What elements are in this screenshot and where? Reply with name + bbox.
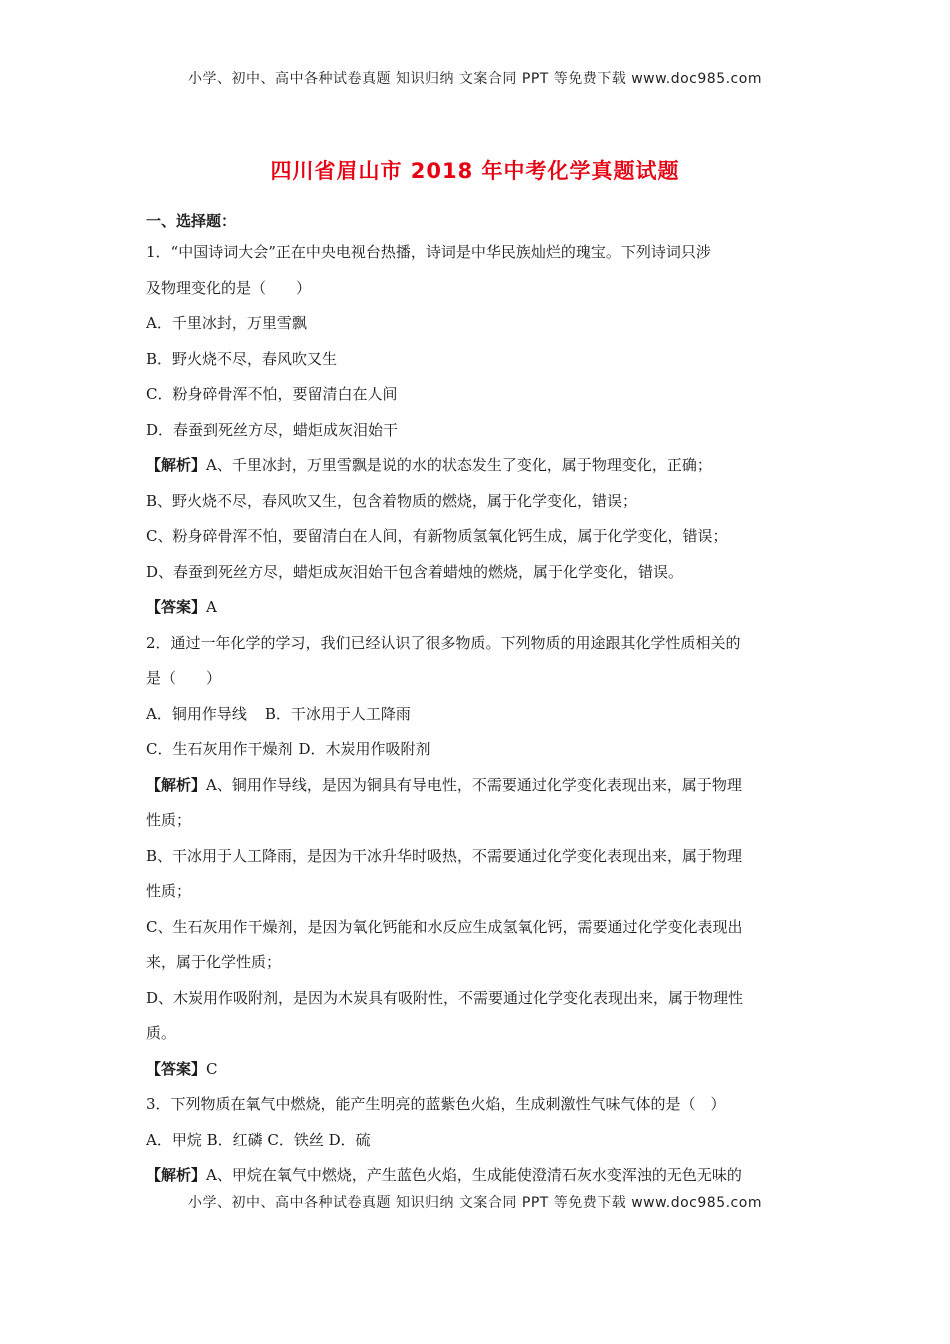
question-2-options-row-1 [146, 697, 808, 733]
question-2-analysis-line-7: D、木炭用作吸附剂，是因为木炭具有吸附性，不需要通过化学变化表现出来，属于物理性 [146, 988, 744, 1007]
question-1-analysis-line-3: C、粉身碎骨浑不怕，要留清白在人间，有新物质氢氧化钙生成，属于化学变化，错误； [146, 527, 728, 545]
question-1-analysis-line-1 [146, 448, 808, 484]
analysis-text: A、甲烷在氧气中燃烧，产生蓝色火焰，生成能使澄清石灰水变浑浊的无色无味的 [206, 1166, 742, 1184]
question-1-answer [146, 590, 808, 626]
question-2-option-c: C．生石灰用作干燥剂 [146, 740, 293, 758]
question-2-analysis-line-4: 性质； [146, 882, 192, 900]
answer-label: 【答案】 [146, 598, 207, 616]
question-1-stem-line-2: 及物理变化的是（ ） [146, 278, 312, 297]
question-3-stem-line-1: 3．下列物质在氧气中燃烧，能产生明亮的蓝紫色火焰，生成刺激性气味气体的是（ ） [146, 1095, 726, 1113]
question-3-analysis-line-1 [146, 1158, 808, 1194]
question-2-option-b: B．干冰用于人工降雨 [264, 704, 411, 723]
question-2-analysis-line-5: C、生石灰用作干燥剂，是因为氧化钙能和水反应生成氢氧化钙，需要通过化学变化表现出 [146, 917, 743, 936]
answer-label: 【答案】 [146, 1059, 207, 1078]
answer-value: C [206, 1059, 218, 1078]
analysis-label: 【解析】 [146, 1166, 207, 1184]
question-1-option-d: D．春蚕到死丝方尽，蜡炬成灰泪始干 [146, 420, 399, 439]
question-1-stem-line-1: 1．“中国诗词大会”正在中央电视台热播，诗词是中华民族灿烂的瑰宝。下列诗词只涉 [146, 243, 711, 261]
question-2-analysis-line-3: B、干冰用于人工降雨，是因为干冰升华时吸热，不需要通过化学变化表现出来，属于物理 [146, 846, 743, 865]
question-1-option-b: B．野火烧不尽，春风吹又生 [146, 349, 338, 368]
question-3 [146, 1087, 808, 1194]
question-2-option-d: D．木炭用作吸附剂 [298, 740, 431, 758]
footer-banner: 小学、初中、高中各种试卷真题 知识归纳 文案合同 PPT 等免费下载 www.doc985.com [188, 1195, 762, 1211]
question-2-analysis-line-6: 来，属于化学性质； [146, 953, 282, 971]
question-2 [146, 626, 808, 1088]
question-1-option-c: C．粉身碎骨浑不怕，要留清白在人间 [146, 385, 398, 403]
question-1-analysis-line-2: B、野火烧不尽，春风吹又生，包含着物质的燃烧，属于化学变化，错误； [146, 491, 638, 510]
analysis-text: A、铜用作导线，是因为铜具有导电性，不需要通过化学变化表现出来，属于物理 [206, 775, 742, 794]
analysis-label: 【解析】 [146, 775, 207, 794]
question-2-options-row-2 [146, 732, 808, 768]
question-1-option-a: A．千里冰封，万里雪飘 [146, 314, 307, 332]
question-1-analysis-line-4: D、春蚕到死丝方尽，蜡炬成灰泪始干包含着蜡烛的燃烧，属于化学变化，错误。 [146, 562, 684, 581]
analysis-text: A、千里冰封，万里雪飘是说的水的状态发生了变化，属于物理变化，正确； [206, 456, 712, 474]
question-3-options: A．甲烷 B．红磷 C．铁丝 D．硫 [146, 1130, 371, 1149]
question-2-analysis-line-2: 性质； [146, 811, 192, 829]
question-2-analysis-line-8: 质。 [146, 1024, 177, 1042]
question-1 [146, 235, 808, 626]
page-title: 四川省眉山市 2018 年中考化学真题试题 [270, 159, 680, 183]
question-2-answer [146, 1052, 808, 1088]
question-2-stem-line-2: 是（ ） [146, 669, 222, 687]
question-2-option-a: A．铜用作导线 [146, 704, 247, 723]
analysis-label: 【解析】 [146, 456, 207, 474]
document-body [146, 208, 808, 1194]
answer-value: A [206, 598, 217, 616]
header-banner: 小学、初中、高中各种试卷真题 知识归纳 文案合同 PPT 等免费下载 www.doc985.com [188, 71, 762, 87]
question-2-stem-line-1: 2．通过一年化学的学习，我们已经认识了很多物质。下列物质的用途跟其化学性质相关的 [146, 633, 741, 652]
section-heading: 一、选择题： [146, 212, 237, 230]
question-2-analysis-line-1 [146, 768, 808, 804]
